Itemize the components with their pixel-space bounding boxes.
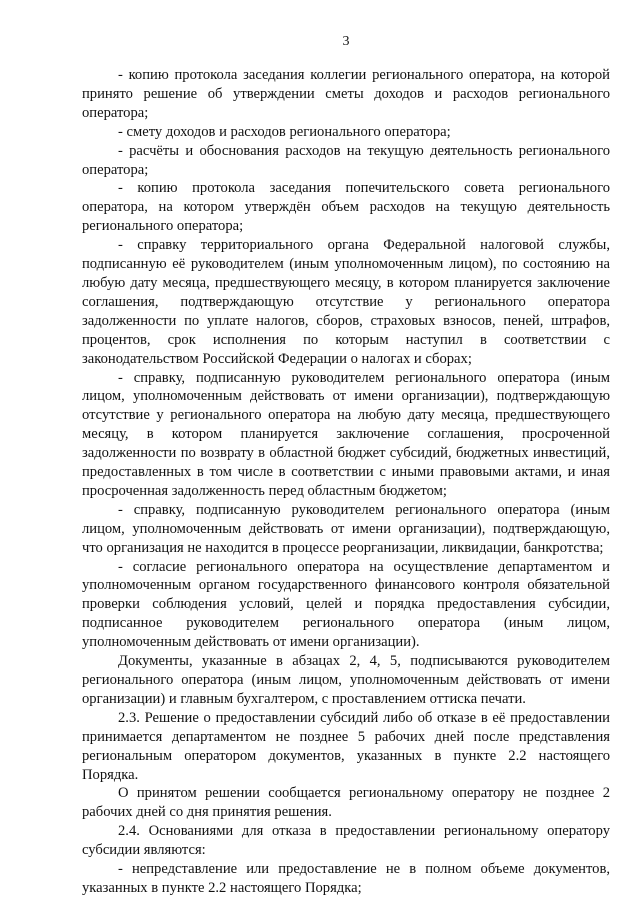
paragraph-tax-certificate: - справку территориального органа Федеральной налоговой службы, подписанную её руководителем (иным уполномоченным лицом), по состоянию на любую дату месяца, предшествующего месяцу, в котором планируется заключение соглашения, подтверждающую отсутствие у регионального оператора задолженности по уплате налогов, сборов, страховых взносов, пеней, штрафов, процентов, срок исполнения по которым наступил в соответствии с законодательством Российской Федерации о налогах и сборах; [82,237,610,367]
paragraph-protocol-trustees: - копию протокола заседания попечительского совета регионального оператора, на котором утверждён объем расходов на текущую деятельность регионального оператора; [82,180,610,235]
paragraph-signatures: Документы, указанные в абзацах 2, 4, 5, подписываются руководителем регионального оператора (иным лицом, уполномоченным действовать от имени организации) и главным бухгалтером, с проставлением оттиска печати. [82,653,610,707]
page-number: 3 [342,34,350,49]
paragraph-protocol-collegium: - копию протокола заседания коллегии регионального оператора, на которой принято решение об утверждении сметы доходов и расходов регионального оператора; [82,67,610,121]
paragraph-incomplete-documents: - непредставление или предоставление не в полном объеме документов, указанных в пункте 2.2 настоящего Порядка; [82,861,610,896]
paragraph-expense-calculations: - расчёты и обоснования расходов на текущую деятельность регионального оператора; [82,142,610,178]
paragraph-control-consent: - согласие регионального оператора на осуществление департаментом и уполномоченным органом государственного финансового контроля обязательной проверки соблюдения условий, целей и порядка предоставления субсидии, подписанное руководителем регионального оператора (иным лицом, уполномоченным действовать от имени организации). [82,558,610,651]
paragraph-section-2-4: 2.4. Основаниями для отказа в предоставлении региональному оператору субсидии являются: [82,823,610,859]
paragraph-reorganization-certificate: - справку, подписанную руководителем регионального оператора (иным лицом, уполномоченным действовать от имени организации), подтверждающую, что организация не находится в процессе реорганизации, ликвидации, банкротства; [82,501,610,556]
paragraph-debt-certificate: - справку, подписанную руководителем регионального оператора (иным лицом, уполномоченным действовать от имени организации), подтверждающую отсутствие у регионального оператора на любую дату месяца, предшествующего месяцу, в котором планируется заключение соглашения, просроченной задолженности по возврату в областной бюджет субсидий, бюджетных инвестиций, предоставленных в том числе в соответствии с иными правовыми актами, и иная просроченная задолженность перед областным бюджетом; [82,369,610,499]
paragraph-section-2-3: 2.3. Решение о предоставлении субсидий либо об отказе в её предоставлении принимается департаментом не позднее 5 рабочих дней после представления региональным оператором документов, указанных в пункте 2.2 настоящего Порядка. [82,709,610,783]
paragraph-budget-estimate: - смету доходов и расходов регионального оператора; [118,123,451,140]
paragraph-decision-notice: О принятом решении сообщается региональному оператору не позднее 2 рабочих дней со дня принятия решения. [82,785,610,821]
